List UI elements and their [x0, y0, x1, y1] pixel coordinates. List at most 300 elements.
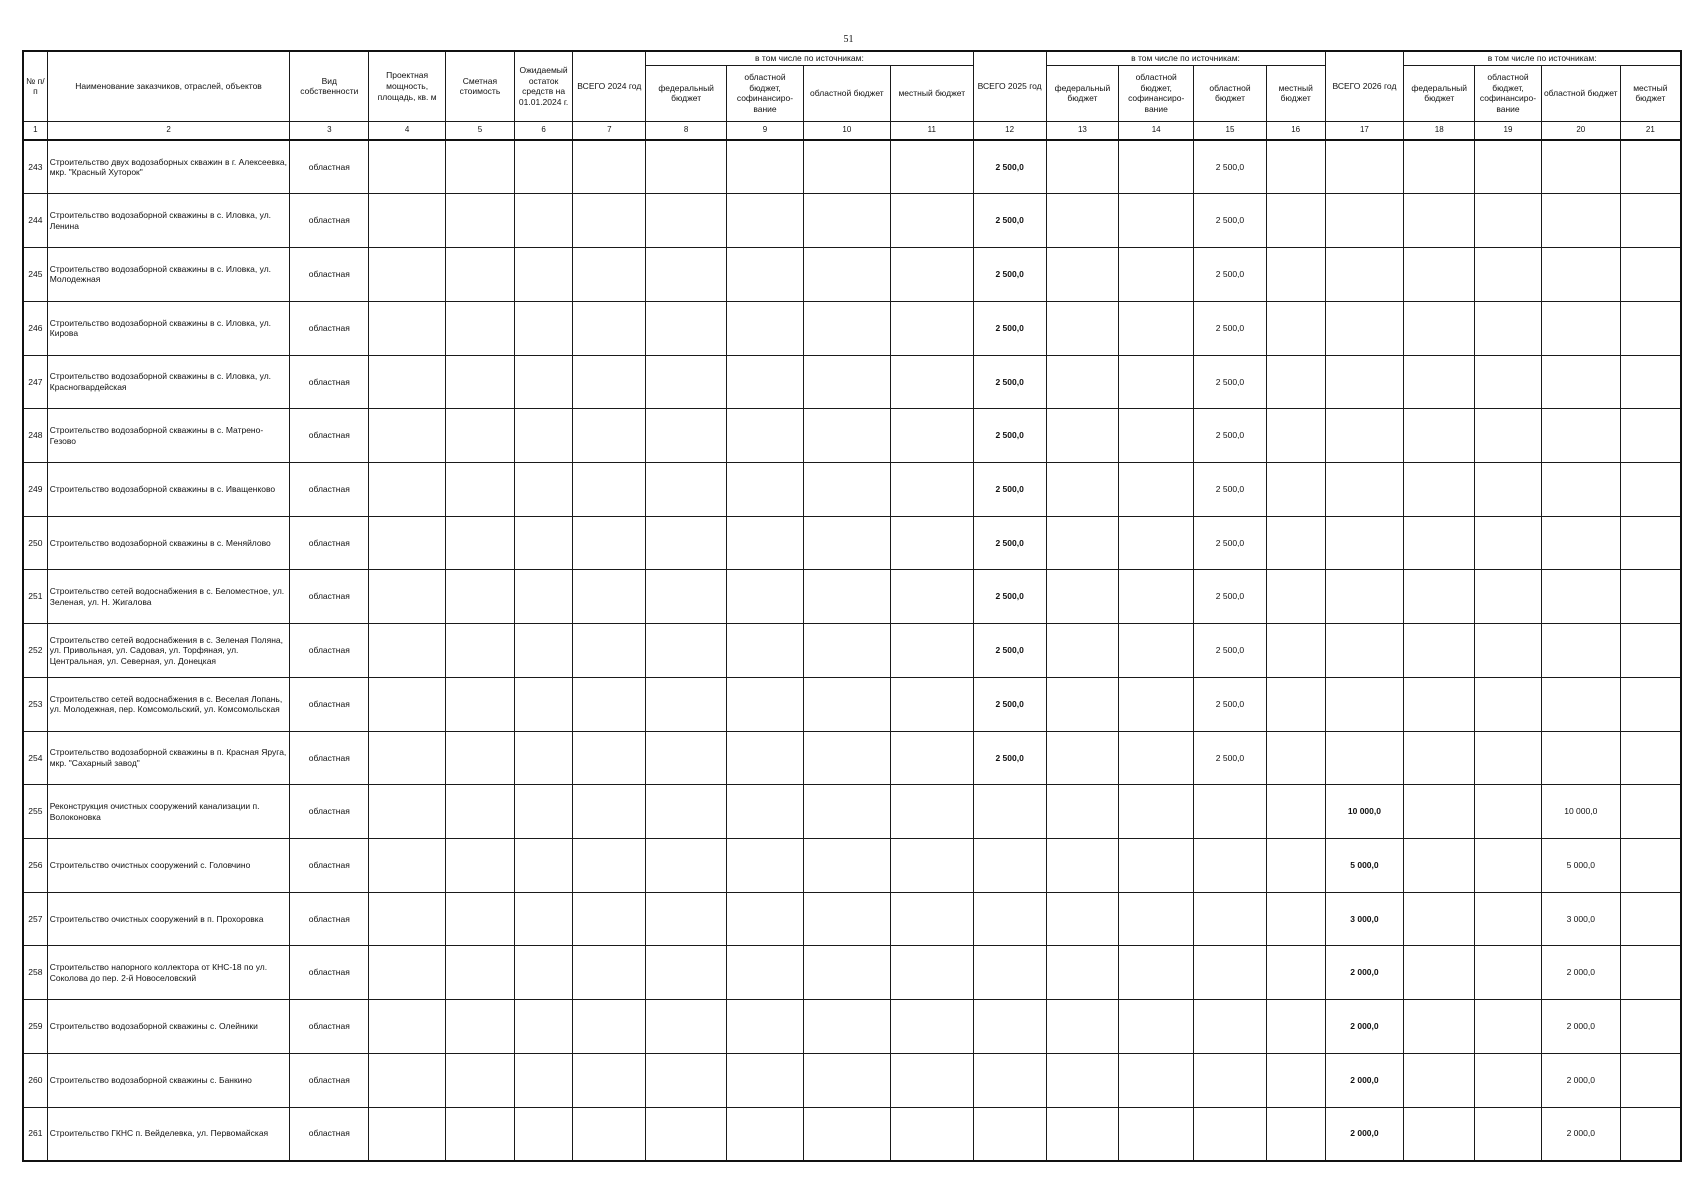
table-cell [573, 1107, 646, 1161]
table-cell [1620, 1000, 1681, 1054]
regional-2026-cell [1541, 301, 1620, 355]
table-cell [1475, 355, 1542, 409]
total-2026-cell: 3 000,0 [1325, 892, 1404, 946]
table-cell [803, 624, 890, 678]
regional-2026-cell [1541, 248, 1620, 302]
table-cell [1404, 462, 1475, 516]
table-cell [369, 462, 446, 516]
table-cell [727, 409, 804, 463]
table-cell [1404, 140, 1475, 194]
column-number: 18 [1404, 121, 1475, 140]
table-cell [646, 731, 727, 785]
total-2026-cell: 2 000,0 [1325, 946, 1404, 1000]
table-cell [1046, 140, 1119, 194]
table-cell [803, 409, 890, 463]
ownership-type: областная [290, 1053, 369, 1107]
object-name: Реконструкция очистных сооружений канализации п. Волоконовка [47, 785, 290, 839]
header-capacity: Проектная мощность, площадь, кв. м [369, 51, 446, 121]
header-regional-cofin-2024: областной бюджет, софинансиро-вание [727, 65, 804, 121]
table-cell [573, 409, 646, 463]
table-row [23, 140, 1681, 194]
table-cell [446, 1107, 515, 1161]
header-total-2026: ВСЕГО 2026 год [1325, 51, 1404, 121]
table-cell [803, 946, 890, 1000]
ownership-type: областная [290, 677, 369, 731]
ownership-type: областная [290, 570, 369, 624]
table-body [23, 140, 1681, 1161]
column-number: 15 [1194, 121, 1267, 140]
total-2025-cell [973, 1000, 1046, 1054]
table-cell [890, 1107, 973, 1161]
table-cell [514, 462, 573, 516]
ownership-type: областная [290, 946, 369, 1000]
table-cell [1119, 462, 1194, 516]
table-cell [1119, 677, 1194, 731]
total-2025-cell: 2 500,0 [973, 462, 1046, 516]
table-cell [1475, 462, 1542, 516]
row-number: 252 [23, 624, 47, 678]
table-cell [646, 892, 727, 946]
table-cell [369, 624, 446, 678]
table-cell [573, 624, 646, 678]
object-name: Строительство водозаборной скважины в с. Матрено-Гезово [47, 409, 290, 463]
table-cell [369, 1000, 446, 1054]
table-cell [727, 1000, 804, 1054]
header-sources-2024: в том числе по источникам: [646, 51, 974, 65]
row-number: 253 [23, 677, 47, 731]
table-cell [514, 409, 573, 463]
header-remainder: Ожидаемый остаток средств на 01.01.2024 г. [514, 51, 573, 121]
ownership-type: областная [290, 409, 369, 463]
table-cell [1475, 194, 1542, 248]
table-cell [1119, 1000, 1194, 1054]
total-2026-cell: 2 000,0 [1325, 1053, 1404, 1107]
table-cell [369, 838, 446, 892]
table-cell [1266, 1053, 1325, 1107]
table-row [23, 462, 1681, 516]
table-cell [727, 785, 804, 839]
table-cell [514, 301, 573, 355]
table-cell [1620, 355, 1681, 409]
table-row [23, 248, 1681, 302]
table-cell [727, 946, 804, 1000]
regional-2026-cell: 5 000,0 [1541, 838, 1620, 892]
table-cell [646, 355, 727, 409]
column-number: 20 [1541, 121, 1620, 140]
table-cell [1475, 1000, 1542, 1054]
row-number: 244 [23, 194, 47, 248]
header-federal-2024: федеральный бюджет [646, 65, 727, 121]
table-cell [1475, 248, 1542, 302]
total-2025-cell [973, 1053, 1046, 1107]
table-row [23, 301, 1681, 355]
header-regional-cofin-2025: областной бюджет, софинансиро-вание [1119, 65, 1194, 121]
total-2025-cell [973, 892, 1046, 946]
table-cell [446, 946, 515, 1000]
table-cell [1620, 462, 1681, 516]
table-cell [1266, 731, 1325, 785]
total-2026-cell: 2 000,0 [1325, 1107, 1404, 1161]
table-cell [1475, 1107, 1542, 1161]
table-row [23, 1053, 1681, 1107]
table-cell [1119, 355, 1194, 409]
table-cell [890, 516, 973, 570]
row-number: 257 [23, 892, 47, 946]
row-number: 243 [23, 140, 47, 194]
object-name: Строительство водозаборной скважины в п. Красная Яруга, мкр. "Сахарный завод" [47, 731, 290, 785]
table-cell [446, 140, 515, 194]
table-cell [727, 892, 804, 946]
table-cell [1266, 194, 1325, 248]
total-2025-cell: 2 500,0 [973, 248, 1046, 302]
row-number: 249 [23, 462, 47, 516]
regional-2026-cell [1541, 462, 1620, 516]
table-cell [890, 355, 973, 409]
regional-2025-cell: 2 500,0 [1194, 140, 1267, 194]
header-num: № п/п [23, 51, 47, 121]
table-cell [446, 731, 515, 785]
table-cell [1046, 677, 1119, 731]
total-2025-cell: 2 500,0 [973, 731, 1046, 785]
table-cell [369, 355, 446, 409]
column-number: 10 [803, 121, 890, 140]
total-2026-cell: 10 000,0 [1325, 785, 1404, 839]
table-cell [1046, 838, 1119, 892]
table-cell [1046, 1107, 1119, 1161]
column-number: 8 [646, 121, 727, 140]
table-cell [514, 892, 573, 946]
total-2025-cell: 2 500,0 [973, 570, 1046, 624]
table-cell [890, 785, 973, 839]
table-cell [573, 194, 646, 248]
ownership-type: областная [290, 1000, 369, 1054]
table-cell [727, 570, 804, 624]
ownership-type: областная [290, 785, 369, 839]
regional-2026-cell [1541, 516, 1620, 570]
table-cell [1475, 624, 1542, 678]
table-cell [1475, 677, 1542, 731]
regional-2025-cell: 2 500,0 [1194, 570, 1267, 624]
table-cell [890, 624, 973, 678]
table-cell [1620, 570, 1681, 624]
table-cell [1046, 409, 1119, 463]
total-2025-cell [973, 785, 1046, 839]
table-cell [803, 355, 890, 409]
table-cell [369, 516, 446, 570]
table-cell [369, 946, 446, 1000]
table-cell [1266, 462, 1325, 516]
total-2026-cell [1325, 731, 1404, 785]
table-cell [1266, 946, 1325, 1000]
table-cell [1119, 409, 1194, 463]
total-2026-cell [1325, 355, 1404, 409]
table-cell [727, 140, 804, 194]
table-cell [1620, 785, 1681, 839]
table-cell [446, 570, 515, 624]
table-cell [514, 946, 573, 1000]
table-cell [1046, 355, 1119, 409]
table-cell [573, 1000, 646, 1054]
table-row [23, 194, 1681, 248]
table-cell [514, 677, 573, 731]
investment-table [22, 50, 1682, 1162]
total-2025-cell: 2 500,0 [973, 624, 1046, 678]
table-row [23, 355, 1681, 409]
regional-2025-cell [1194, 1053, 1267, 1107]
table-cell [446, 248, 515, 302]
table-cell [369, 194, 446, 248]
object-name: Строительство напорного коллектора от КНС-18 по ул. Соколова до пер. 2-й Новоселовский [47, 946, 290, 1000]
regional-2025-cell: 2 500,0 [1194, 731, 1267, 785]
total-2025-cell [973, 946, 1046, 1000]
table-cell [446, 785, 515, 839]
table-cell [1475, 409, 1542, 463]
table-cell [727, 355, 804, 409]
table-cell [1475, 140, 1542, 194]
table-cell [803, 1000, 890, 1054]
table-cell [890, 677, 973, 731]
column-number: 3 [290, 121, 369, 140]
header-regional-2026: областной бюджет [1541, 65, 1620, 121]
table-cell [514, 248, 573, 302]
ownership-type: областная [290, 462, 369, 516]
object-name: Строительство водозаборной скважины в с. Иловка, ул. Красногвардейская [47, 355, 290, 409]
object-name: Строительство очистных сооружений с. Головчино [47, 838, 290, 892]
table-cell [727, 1053, 804, 1107]
table-cell [1404, 1107, 1475, 1161]
total-2026-cell [1325, 624, 1404, 678]
row-number: 245 [23, 248, 47, 302]
page-number: 51 [843, 34, 854, 45]
column-number: 2 [47, 121, 290, 140]
regional-2025-cell [1194, 1000, 1267, 1054]
table-cell [1620, 1053, 1681, 1107]
table-cell [1475, 785, 1542, 839]
table-cell [1620, 248, 1681, 302]
total-2025-cell: 2 500,0 [973, 409, 1046, 463]
table-cell [646, 1000, 727, 1054]
table-cell [803, 301, 890, 355]
table-cell [646, 516, 727, 570]
table-cell [1266, 248, 1325, 302]
total-2026-cell [1325, 462, 1404, 516]
table-cell [890, 301, 973, 355]
table-cell [646, 946, 727, 1000]
table-cell [1620, 140, 1681, 194]
table-cell [1266, 785, 1325, 839]
table-row [23, 570, 1681, 624]
table-cell [1620, 624, 1681, 678]
table-cell [646, 409, 727, 463]
object-name: Строительство двух водозаборных скважин в г. Алексеевка, мкр. "Красный Хуторок" [47, 140, 290, 194]
table-cell [573, 1053, 646, 1107]
table-cell [514, 1107, 573, 1161]
regional-2026-cell [1541, 570, 1620, 624]
regional-2025-cell [1194, 946, 1267, 1000]
table-row [23, 785, 1681, 839]
table-cell [1046, 301, 1119, 355]
table-cell [890, 838, 973, 892]
table-cell [646, 248, 727, 302]
table-cell [573, 946, 646, 1000]
table-cell [1404, 409, 1475, 463]
table-row [23, 838, 1681, 892]
column-number: 13 [1046, 121, 1119, 140]
table-cell [890, 194, 973, 248]
ownership-type: областная [290, 301, 369, 355]
table-cell [1266, 516, 1325, 570]
total-2025-cell: 2 500,0 [973, 355, 1046, 409]
table-row [23, 516, 1681, 570]
table-cell [1046, 1053, 1119, 1107]
table-cell [727, 838, 804, 892]
header-regional-2025: областной бюджет [1194, 65, 1267, 121]
table-cell [646, 1107, 727, 1161]
table-cell [890, 731, 973, 785]
total-2026-cell [1325, 570, 1404, 624]
table-cell [514, 516, 573, 570]
regional-2026-cell [1541, 731, 1620, 785]
table-cell [1119, 140, 1194, 194]
regional-2025-cell [1194, 892, 1267, 946]
table-cell [446, 301, 515, 355]
table-cell [1046, 1000, 1119, 1054]
table-cell [1046, 248, 1119, 302]
row-number: 246 [23, 301, 47, 355]
table-cell [1404, 731, 1475, 785]
column-number: 21 [1620, 121, 1681, 140]
table-cell [1620, 892, 1681, 946]
table-cell [446, 194, 515, 248]
table-cell [1404, 946, 1475, 1000]
header-local-2024: местный бюджет [890, 65, 973, 121]
object-name: Строительство сетей водоснабжения в с. Беломестное, ул. Зеленая, ул. Н. Жигалова [47, 570, 290, 624]
table-cell [1119, 892, 1194, 946]
table-row [23, 677, 1681, 731]
ownership-type: областная [290, 194, 369, 248]
table-cell [646, 570, 727, 624]
table-cell [1046, 892, 1119, 946]
table-cell [1404, 838, 1475, 892]
table-cell [1119, 570, 1194, 624]
regional-2026-cell [1541, 140, 1620, 194]
table-cell [369, 785, 446, 839]
object-name: Строительство водозаборной скважины в с. Иловка, ул. Кирова [47, 301, 290, 355]
table-cell [1266, 892, 1325, 946]
regional-2026-cell [1541, 409, 1620, 463]
total-2026-cell: 2 000,0 [1325, 1000, 1404, 1054]
column-number: 19 [1475, 121, 1542, 140]
ownership-type: областная [290, 140, 369, 194]
table-cell [1046, 624, 1119, 678]
table-cell [1266, 301, 1325, 355]
column-number: 4 [369, 121, 446, 140]
row-number: 255 [23, 785, 47, 839]
total-2025-cell: 2 500,0 [973, 194, 1046, 248]
table-cell [646, 624, 727, 678]
table-cell [514, 838, 573, 892]
table-cell [1119, 248, 1194, 302]
table-cell [369, 409, 446, 463]
header-ownership: Вид собственности [290, 51, 369, 121]
table-cell [573, 785, 646, 839]
table-cell [1266, 677, 1325, 731]
table-cell [369, 731, 446, 785]
total-2025-cell: 2 500,0 [973, 677, 1046, 731]
object-name: Строительство сетей водоснабжения в с. Зеленая Поляна, ул. Привольная, ул. Садовая, ул. Торфяная, ул. Центральная, ул. Северная, ул. Донецкая [47, 624, 290, 678]
table-cell [1620, 194, 1681, 248]
row-number: 248 [23, 409, 47, 463]
table-cell [1119, 838, 1194, 892]
table-row [23, 409, 1681, 463]
table-cell [1266, 570, 1325, 624]
regional-2025-cell [1194, 1107, 1267, 1161]
table-cell [1404, 248, 1475, 302]
table-cell [1266, 140, 1325, 194]
table-cell [727, 462, 804, 516]
table-cell [1404, 892, 1475, 946]
table-cell [1119, 301, 1194, 355]
table-cell [890, 409, 973, 463]
table-cell [890, 248, 973, 302]
table-cell [1046, 194, 1119, 248]
table-cell [890, 1000, 973, 1054]
table-cell [1620, 301, 1681, 355]
row-number: 254 [23, 731, 47, 785]
row-number: 256 [23, 838, 47, 892]
total-2026-cell [1325, 248, 1404, 302]
total-2025-cell [973, 1107, 1046, 1161]
regional-2026-cell: 3 000,0 [1541, 892, 1620, 946]
ownership-type: областная [290, 731, 369, 785]
column-number: 12 [973, 121, 1046, 140]
header-name: Наименование заказчиков, отраслей, объектов [47, 51, 290, 121]
total-2026-cell [1325, 409, 1404, 463]
table-cell [514, 731, 573, 785]
table-cell [646, 140, 727, 194]
regional-2025-cell: 2 500,0 [1194, 624, 1267, 678]
total-2025-cell: 2 500,0 [973, 140, 1046, 194]
table-cell [369, 1107, 446, 1161]
object-name: Строительство водозаборной скважины в с. Иловка, ул. Ленина [47, 194, 290, 248]
table-cell [1475, 946, 1542, 1000]
table-cell [573, 301, 646, 355]
table-cell [890, 570, 973, 624]
header-estimate: Сметная стоимость [446, 51, 515, 121]
table-cell [1266, 1107, 1325, 1161]
total-2026-cell [1325, 194, 1404, 248]
table-cell [727, 731, 804, 785]
regional-2025-cell: 2 500,0 [1194, 409, 1267, 463]
ownership-type: областная [290, 355, 369, 409]
table-cell [1620, 946, 1681, 1000]
table-cell [1046, 785, 1119, 839]
table-cell [369, 140, 446, 194]
table-cell [803, 570, 890, 624]
regional-2026-cell: 10 000,0 [1541, 785, 1620, 839]
table-cell [446, 516, 515, 570]
table-cell [514, 194, 573, 248]
total-2026-cell [1325, 516, 1404, 570]
table-cell [803, 516, 890, 570]
object-name: Строительство очистных сооружений в п. Прохоровка [47, 892, 290, 946]
table-row [23, 731, 1681, 785]
table-cell [573, 355, 646, 409]
table-cell [514, 140, 573, 194]
total-2026-cell: 5 000,0 [1325, 838, 1404, 892]
total-2025-cell: 2 500,0 [973, 516, 1046, 570]
table-cell [573, 570, 646, 624]
